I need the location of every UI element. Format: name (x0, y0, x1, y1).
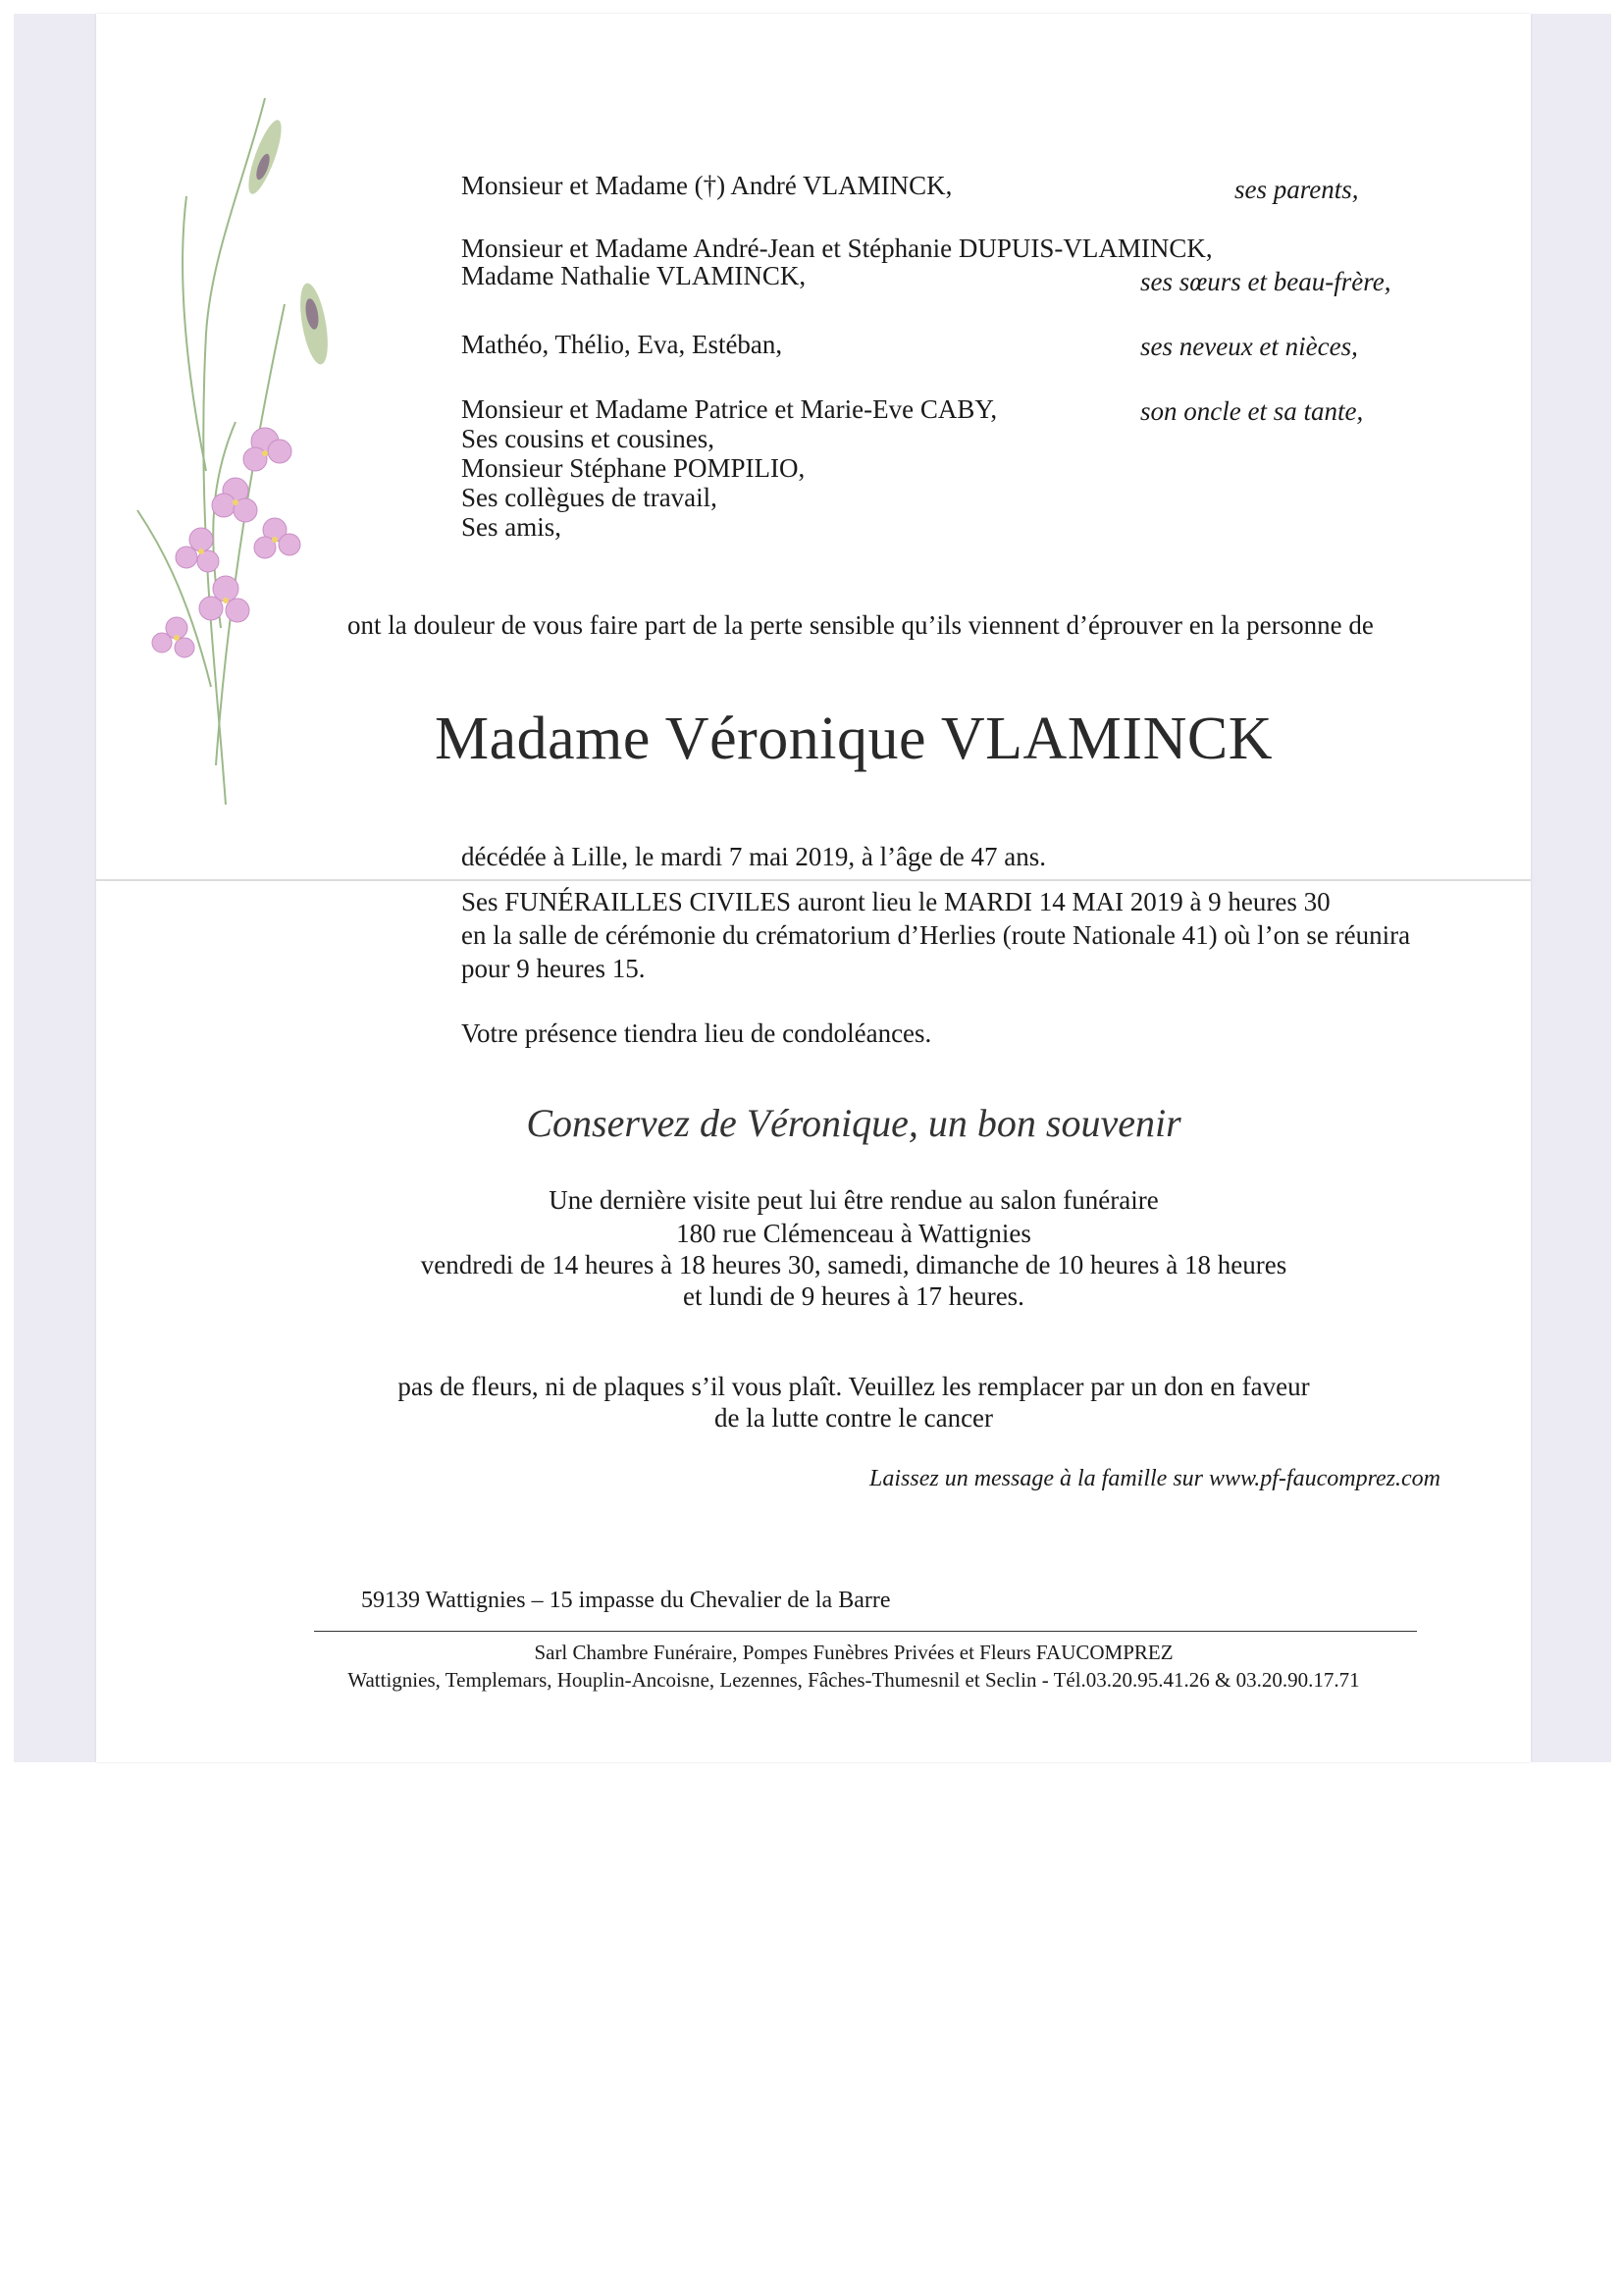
souvenir-text: Conservez de Véronique, un bon souvenir (526, 1101, 1181, 1145)
parents-role: ses parents, (1234, 175, 1359, 204)
deceased-name: Madame Véronique VLAMINCK (435, 705, 1273, 772)
visit-line-1: Une dernière visite peut lui être rendue au salon funéraire (549, 1185, 1159, 1215)
address-text: 59139 Wattignies – 15 impasse du Chevalier de la Barre (361, 1588, 891, 1613)
nephews-line: Mathéo, Thélio, Eva, Estéban, (461, 330, 783, 359)
colleagues-line: Ses collègues de travail, (461, 483, 717, 512)
flowers-line-2: de la lutte contre le cancer (713, 1403, 994, 1433)
announcement-text: ont la douleur de vous faire part de la perte sensible qu’ils viennent d’éprouver en la personne de (347, 610, 1374, 640)
footer-rule (314, 1631, 1417, 1632)
cousins-line: Ses cousins et cousines, (461, 424, 714, 453)
flowers-line-1: pas de fleurs, ni de plaques s’il vous plaît. Veuillez les remplacer par un don en faveur (397, 1372, 1310, 1401)
funeral-line-2: en la salle de cérémonie du crématorium d’Herlies (route Nationale 41) où l’on se réunira (461, 920, 1411, 950)
stephane-line: Monsieur Stéphane POMPILIO, (461, 453, 806, 483)
parents-line: Monsieur et Madame (†) André VLAMINCK, (461, 171, 953, 200)
sisters-line-1: Monsieur et Madame André-Jean et Stéphanie DUPUIS-VLAMINCK, (461, 234, 1213, 263)
funeral-line-1: Ses FUNÉRAILLES CIVILES auront lieu le MARDI 14 MAI 2019 à 9 heures 30 (461, 887, 1331, 916)
uncle-line: Monsieur et Madame Patrice et Marie-Eve CABY, (461, 394, 998, 424)
footer-line-2: Wattignies, Templemars, Houplin-Ancoisne, Lezennes, Fâches-Thumesnil et Seclin - Tél.03.20.95.41.26 & 03.20.90.17.71 (347, 1668, 1360, 1692)
condolences-text: Votre présence tiendra lieu de condoléances. (461, 1018, 932, 1048)
sisters-role: ses sœurs et beau-frère, (1140, 267, 1391, 296)
visit-line-4: et lundi de 9 heures à 17 heures. (683, 1281, 1024, 1311)
visit-line-3: vendredi de 14 heures à 18 heures 30, samedi, dimanche de 10 heures à 18 heures (420, 1250, 1287, 1279)
visit-line-2: 180 rue Clémenceau à Wattignies (676, 1219, 1031, 1248)
nephews-role: ses neveux et nièces, (1140, 332, 1358, 361)
uncle-role: son oncle et sa tante, (1140, 396, 1364, 426)
death-text: décédée à Lille, le mardi 7 mai 2019, à l’âge de 47 ans. (461, 842, 1047, 871)
funeral-line-3: pour 9 heures 15. (461, 954, 646, 983)
sisters-line-2: Madame Nathalie VLAMINCK, (461, 261, 807, 290)
message-text: Laissez un message à la famille sur www.pf-faucomprez.com (869, 1466, 1440, 1491)
fold-line (96, 879, 1531, 881)
friends-line: Ses amis, (461, 512, 562, 542)
footer-line-1: Sarl Chambre Funéraire, Pompes Funèbres Privées et Fleurs FAUCOMPREZ (534, 1641, 1174, 1664)
